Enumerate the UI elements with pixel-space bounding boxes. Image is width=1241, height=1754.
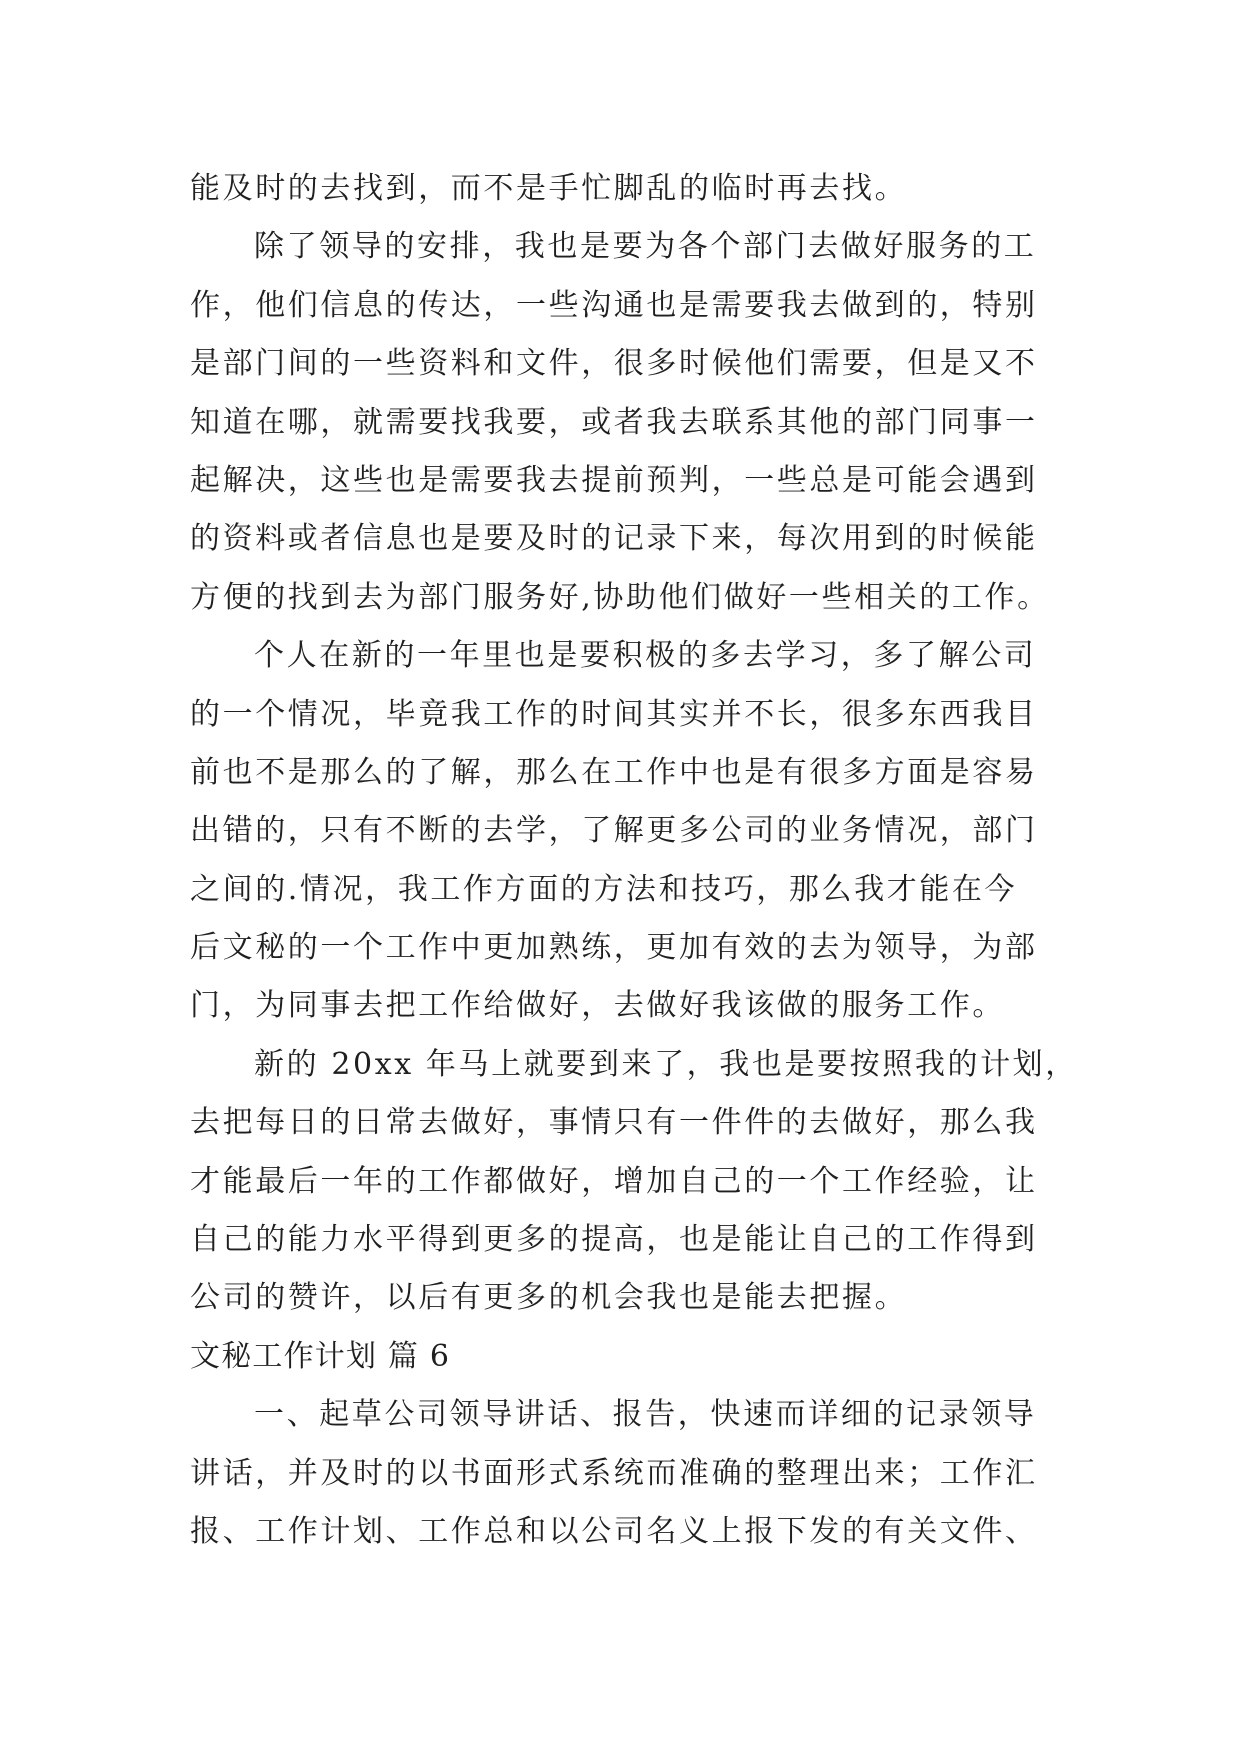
text-line: 门，为同事去把工作给做好，去做好我该做的服务工作。 [190,988,1005,1024]
text-line: 作，他们信息的传达，一些沟通也是需要我去做到的，特别 [190,287,1038,323]
text-line: 后文秘的一个工作中更加熟练，更加有效的去为领导，为部 [190,930,1038,966]
text-line: 自己的能力水平得到更多的提高，也是能让自己的工作得到 [190,1222,1038,1258]
paragraph-start: 个人在新的一年里也是要积极的多去学习，多了解公司 [254,638,1037,674]
text-line: 是部门间的一些资料和文件，很多时候他们需要，但是又不 [190,346,1038,382]
document-body [190,160,1078,1561]
text-line: 讲话，并及时的以书面形式系统而准确的整理出来；工作汇 [190,1455,1038,1491]
paragraph-start: 新的 20xx 年马上就要到来了，我也是要按照我的计划， [254,1046,1078,1082]
text-line: 才能最后一年的工作都做好，增加自己的一个工作经验，让 [190,1163,1038,1199]
paragraph-start: 除了领导的安排，我也是要为各个部门去做好服务的工 [254,229,1037,265]
text-line: 报、工作计划、工作总和以公司名义上报下发的有关文件、 [190,1513,1038,1549]
text-line: 方便的找到去为部门服务好,协助他们做好一些相关的工作。 [190,579,1050,615]
text-line: 前也不是那么的了解，那么在工作中也是有很多方面是容易 [190,754,1038,790]
text-line: 出错的，只有不断的去学，了解更多公司的业务情况，部门 [190,813,1038,849]
text-line: 之间的.情况，我工作方面的方法和技巧，那么我才能在今 [190,871,1018,907]
text-line: 能及时的去找到，而不是手忙脚乱的临时再去找。 [190,171,908,206]
text-line: 去把每日的日常去做好，事情只有一件件的去做好，那么我 [190,1105,1038,1141]
text-line: 知道在哪，就需要找我要，或者我去联系其他的部门同事一 [190,404,1038,440]
section-heading: 文秘工作计划 篇 6 [190,1338,451,1374]
text-line: 的资料或者信息也是要及时的记录下来，每次用到的时候能 [190,521,1038,557]
text-line: 起解决，这些也是需要我去提前预判，一些总是可能会遇到 [190,462,1038,498]
text-line: 的一个情况，毕竟我工作的时间其实并不长，很多东西我目 [190,696,1038,732]
paragraph-start: 一、起草公司领导讲话、报告，快速而详细的记录领导 [254,1397,1037,1433]
text-line: 公司的赞许，以后有更多的机会我也是能去把握。 [190,1280,908,1316]
